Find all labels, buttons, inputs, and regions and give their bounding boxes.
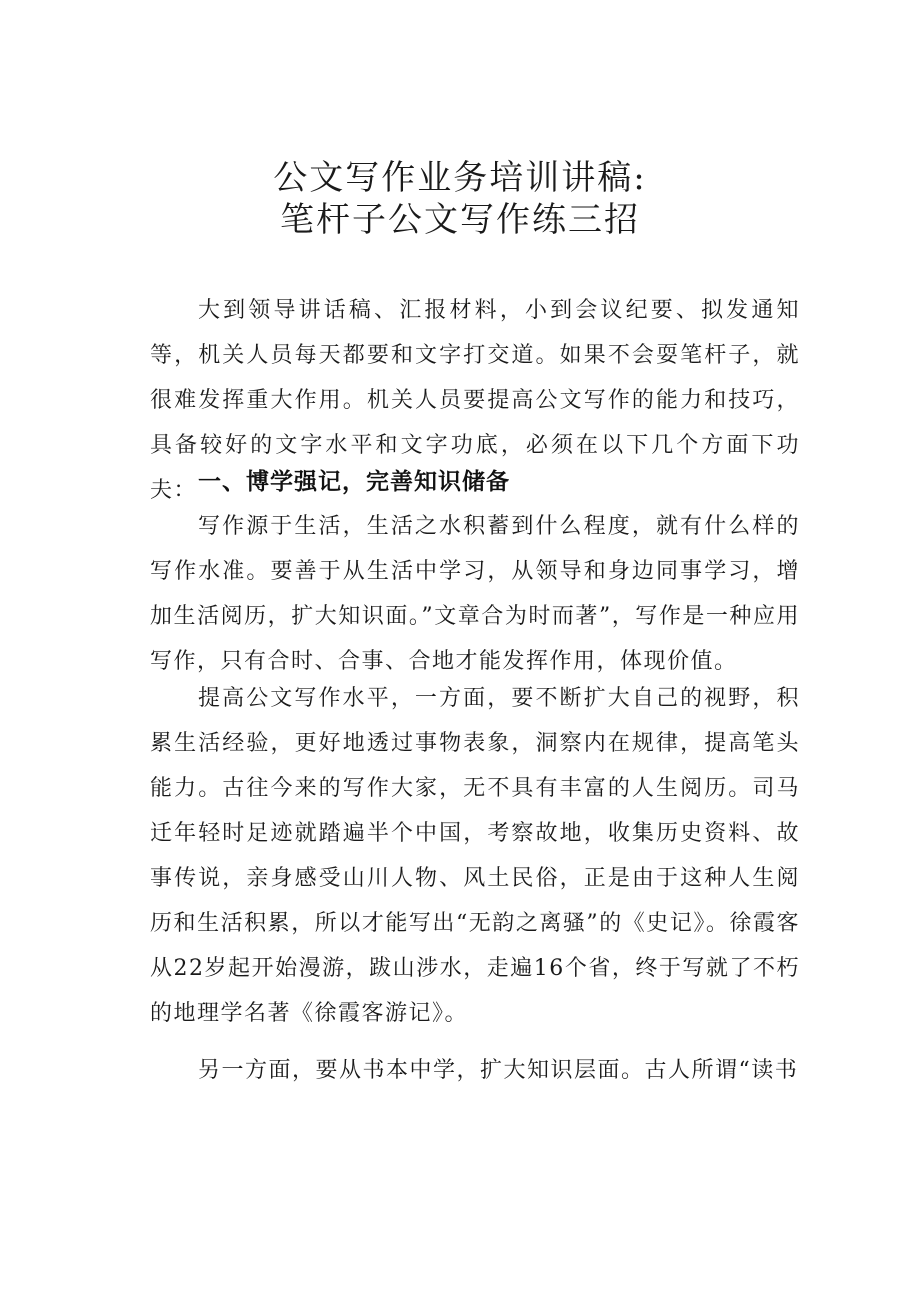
section-1-heading: 一、博学强记，完善知识储备 xyxy=(198,469,510,495)
section-1-paragraph-1: 写作源于生活，生活之水积蓄到什么程度，就有什么样的写作水准。要善于从生活中学习，从领导和身边同事学习，增加生活阅历，扩大知识面。”文章合为时而著”，写作是一种应用写作，只有合时、合事、合地才能发挥作用，体现价值。 xyxy=(150,514,800,674)
document-title-line-2: 笔杆子公文写作练三招 xyxy=(280,200,640,240)
document-title-line-1: 公文写作业务培训讲稿: xyxy=(273,158,647,198)
section-1-paragraph-3: 另一方面，要从书本中学，扩大知识层面。古人所谓“读书 xyxy=(198,1058,799,1083)
section-1-paragraph-2: 提高公文写作水平，一方面，要不断扩大自己的视野，积累生活经验，更好地透过事物表象，洞察内在规律，提高笔头能力。古往今来的写作大家，无不具有丰富的人生阅历。司马迁年轻时足迹就踏遍半个中国，考察故地，收集历史资料、故事传说，亲身感受山川人物、风土民俗，正是由于这种人生阅历和生活积累，所以才能写出“无韵之离骚”的《史记》。徐霞客从22岁起开始漫游，跋山涉水，走遍16个省，终于写就了不朽的地理学名著《徐霞客游记》。 xyxy=(150,686,800,1026)
intro-paragraph: 大到领导讲话稿、汇报材料，小到会议纪要、拟发通知等，机关人员每天都要和文字打交道。如果不会耍笔杆子，就很难发挥重大作用。机关人员要提高公文写作的能力和技巧，具备较好的文字水平和文字功底，必须在以下几个方面下功夫： xyxy=(150,298,800,503)
